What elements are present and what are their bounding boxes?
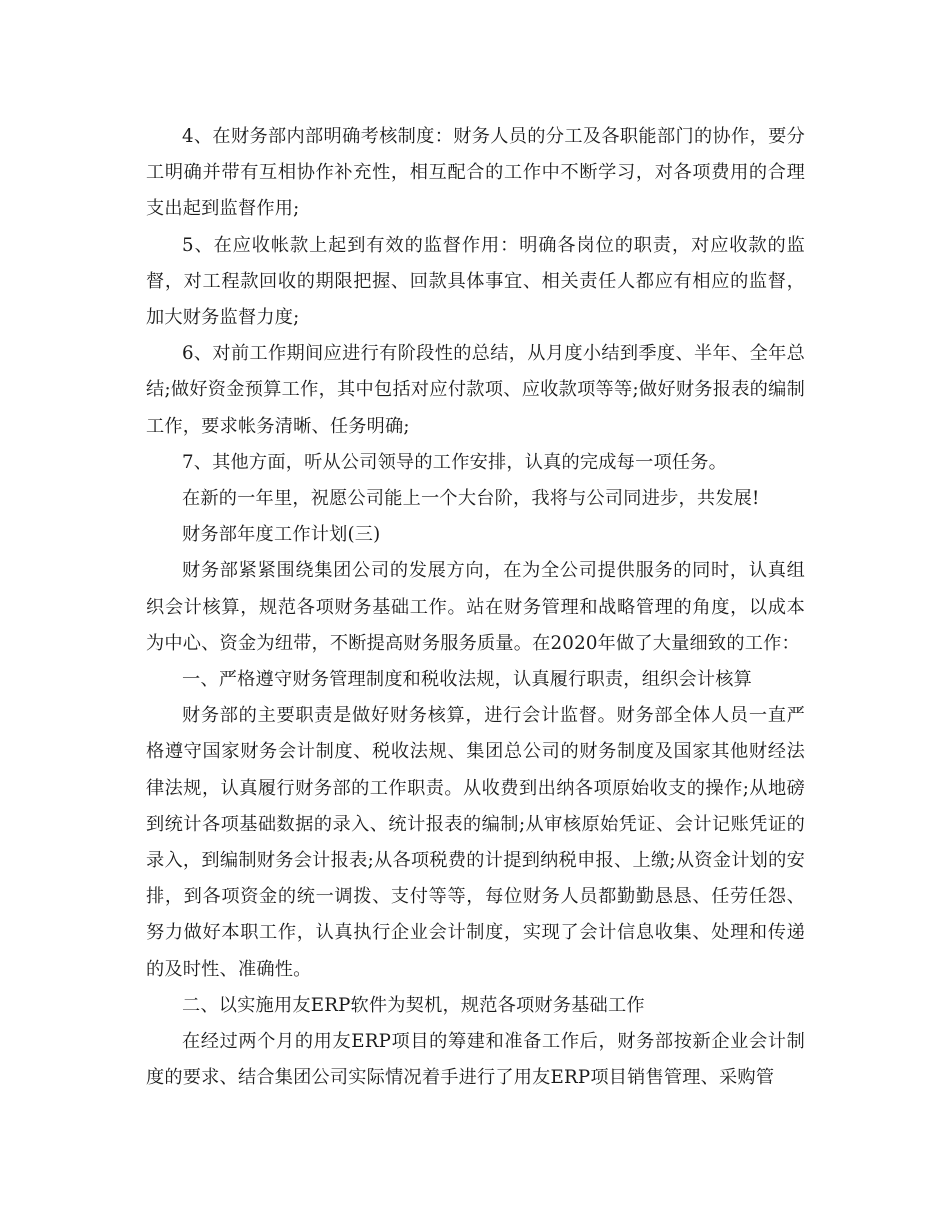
- section-title: 财务部年度工作计划(三): [182, 524, 381, 546]
- paragraph-erp-implementation: 在经过两个月的用友ERP项目的筹建和准备工作后，财务部按新企业会计制度的要求、结合集团公司实际情况着手进行了用友ERP项目销售管理、采购管: [146, 1031, 805, 1089]
- heading-part-two: 二、以实施用友ERP软件为契机，规范各项财务基础工作: [182, 994, 645, 1016]
- paragraph-new-year-wish: 在新的一年里，祝愿公司能上一个大台阶，我将与公司同进步，共发展!: [182, 488, 760, 510]
- paragraph-main-duties: 财务部的主要职责是做好财务核算，进行会计监督。财务部全体人员一直严格遵守国家财务会计制度、税收法规、集团总公司的财务制度及国家其他财经法律法规，认真履行财务部的工作职责。从收费到出纳各项原始收支的操作;从地磅到统计各项基础数据的录入、统计报表的编制;从审核原始凭证、会计记账凭证的录入，到编制财务会计报表;从各项税费的计提到纳税申报、上缴;从资金计划的安排，到各项资金的统一调拨、支付等等，每位财务人员都勤勤恳恳、任劳任怨、努力做好本职工作，认真执行企业会计制度，实现了会计信息收集、处理和传递的及时性、准确性。: [146, 705, 805, 980]
- heading-part-one: 一、严格遵守财务管理制度和税收法规，认真履行职责，组织会计核算: [182, 669, 753, 691]
- paragraph-item-7-other: 7、其他方面，听从公司领导的工作安排，认真的完成每一项任务。: [182, 451, 728, 473]
- document-body: [146, 119, 805, 1096]
- paragraph-intro: 财务部紧紧围绕集团公司的发展方向，在为全公司提供服务的同时，认真组织会计核算，规范各项财务基础工作。站在财务管理和战略管理的角度，以成本为中心、资金为纽带，不断提高财务服务质量。在2020年做了大量细致的工作：: [146, 560, 805, 654]
- paragraph-item-6-summary: 6、对前工作期间应进行有阶段性的总结，从月度小结到季度、半年、全年总结;做好资金预算工作，其中包括对应付款项、应收款项等等;做好财务报表的编制工作，要求帐务清晰、任务明确;: [146, 343, 805, 437]
- paragraph-item-5-receivables: 5、在应收帐款上起到有效的监督作用：明确各岗位的职责，对应收款的监督，对工程款回收的期限把握、回款具体事宜、相关责任人都应有相应的监督，加大财务监督力度;: [146, 234, 805, 329]
- paragraph-item-4-assessment: 4、在财务部内部明确考核制度：财务人员的分工及各职能部门的协作，要分工明确并带有互相协作补充性，相互配合的工作中不断学习，对各项费用的合理支出起到监督作用;: [146, 126, 805, 220]
